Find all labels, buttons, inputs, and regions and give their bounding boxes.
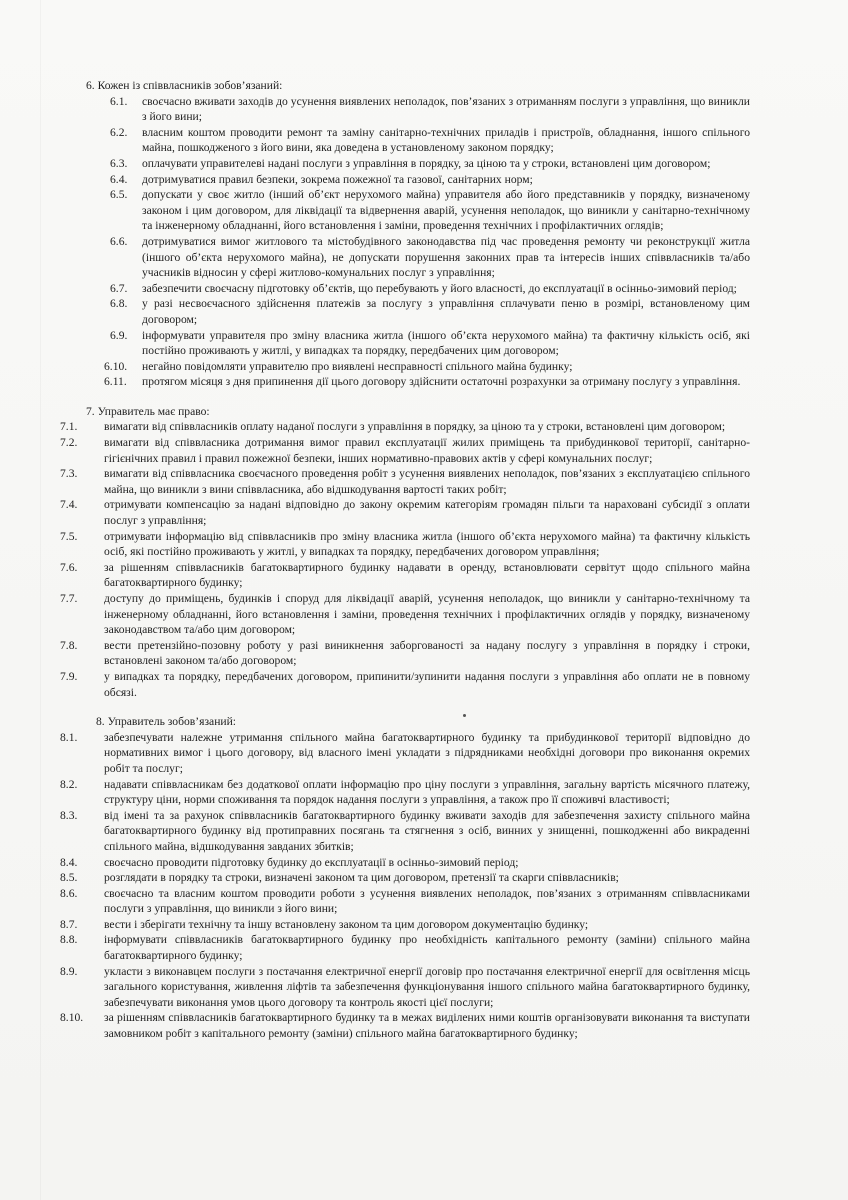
clause-text: за рішенням співвласників багатоквартирного будинку надавати в оренду, встановлювати сервітут щодо спільного майна багатоквартирного будинку; — [104, 560, 750, 590]
clause-text: вести претензійно-позовну роботу у разі виникнення заборгованості за надану послугу з управління в порядку і строки, встановлені законом та/або договором; — [104, 638, 750, 668]
clause-item — [60, 730, 750, 777]
clause-item — [60, 917, 750, 933]
clause-text: надавати співвласникам без додаткової оплати інформацію про ціну послуги з управління, загальну вартість місячного платежу, структуру ціни, норми споживання та порядок надання послуги з управління, а також про її споживчі властивості; — [104, 777, 750, 807]
clause-item — [60, 281, 750, 297]
clause-number: 7.8. — [60, 638, 78, 652]
clause-item — [60, 638, 750, 669]
clause-item — [60, 435, 750, 466]
clause-item — [60, 855, 750, 871]
clause-text: вимагати від співвласника своєчасного проведення робіт з усунення виявлених неполадок, пов’язаних з експлуатацією спільного майна, що виникли з вини співвласника, або відшкодування вартості таких робіт; — [104, 467, 750, 496]
clause-number: 7.3. — [60, 467, 78, 481]
clause-number: 6.9. — [110, 328, 128, 342]
clause-text: своєчасно проводити підготовку будинку до експлуатації в осінньо-зимовий період; — [104, 855, 519, 869]
clause-number: 8.5. — [60, 871, 78, 885]
clause-text: у випадках та порядку, передбачених договором, припинити/зупинити надання послуги з управління або оплати не в повному обсязі. — [104, 669, 750, 699]
clause-item — [60, 374, 750, 390]
clause-number: 6.5. — [110, 188, 128, 202]
clause-item — [60, 497, 750, 528]
clause-text: дотримуватися вимог житлового та містобудівного законодавства під час проведення ремонту чи реконструкції житла (іншого об’єкта нерухомого майна), не допускати порушення законних прав та інтересів інших співвласників та/або учасників відносин у сфері житлово-комунальних послуг з управління; — [142, 234, 750, 280]
clause-text: інформувати управителя про зміну власника житла (іншого об’єкта нерухомого майна) та фактичну кількість осіб, які постійно проживають у житлі, у випадках та порядку, передбачених цим договором; — [142, 328, 750, 358]
clause-item — [60, 932, 750, 963]
section-7-items — [60, 419, 750, 700]
clause-number: 8.6. — [60, 886, 78, 900]
clause-number: 6.7. — [110, 281, 128, 295]
section-8-items — [60, 730, 750, 1042]
clause-number: 6.11. — [104, 375, 127, 389]
clause-item — [60, 529, 750, 560]
clause-number: 7.7. — [60, 592, 78, 605]
section-8 — [60, 714, 750, 1041]
clause-text: за рішенням співвласників багатоквартирного будинку та в межах виділених ними коштів організовувати виконання та виступати замовником робіт з капітального ремонту (заміни) спільного майна багатоквартирного будинку; — [104, 1011, 750, 1041]
clause-item — [60, 94, 750, 125]
section-7 — [60, 404, 750, 700]
clause-number: 7.5. — [60, 529, 78, 543]
clause-number: 8.3. — [60, 808, 78, 822]
clause-number: 8.10. — [60, 1011, 84, 1025]
clause-item — [60, 172, 750, 188]
clause-text: своєчасно та власним коштом проводити роботи з усунення виявлених неполадок, пов’язаних з отриманням співвласниками послуги з управління, що виникли з його вини; — [104, 886, 750, 916]
clause-text: розглядати в порядку та строки, визначені законом та цим договором, претензії та скарги співвласників; — [104, 871, 619, 885]
clause-text: оплачувати управителеві надані послуги з управління в порядку, за ціною та у строки, встановлені цим договором; — [142, 156, 711, 170]
clause-number: 6.6. — [110, 234, 128, 248]
clause-number: 6.4. — [110, 172, 128, 186]
section-6-items — [60, 94, 750, 390]
clause-text: своєчасно вживати заходів до усунення виявлених неполадок, пов’язаних з отриманням послуги з управління, що виникли з його вини; — [142, 94, 750, 124]
clause-item — [60, 777, 750, 808]
clause-number: 7.2. — [60, 436, 78, 450]
clause-text: отримувати інформацію від співвласників про зміну власника житла (іншого об’єкта нерухомого майна) та фактичну кількість осіб, які постійно проживають у житлі, у випадках та порядку, передбачених договором управління; — [104, 529, 750, 559]
clause-text: допускати у своє житло (інший об’єкт нерухомого майна) управителя або його представників у порядку, визначеному законом і цим договором, для ліквідації та відвернення аварій, усунення неполадок, що виникли у санітарно-технічному та інженерному обладнанні, його встановлення і заміни, проведення технічних і профілактичних оглядів; — [142, 188, 750, 233]
clause-item — [60, 1010, 750, 1041]
clause-text: забезпечувати належне утримання спільного майна багатоквартирного будинку та прибудинкової території відповідно до нормативних вимог і цього договору, від власного імені укладати з підрядниками необхідні договори про виконання окремих робіт та послуг; — [104, 730, 750, 775]
clause-text: протягом місяця з дня припинення дії цього договору здійснити остаточні розрахунки за отриману послугу з управління. — [142, 375, 741, 389]
section-6-heading: 6. Кожен із співвласників зобов’язаний: — [86, 79, 283, 92]
clause-number: 7.6. — [60, 560, 78, 574]
clause-number: 7.1. — [60, 420, 78, 434]
clause-item — [60, 187, 750, 234]
clause-number: 8.9. — [60, 964, 78, 978]
clause-number: 6.1. — [110, 94, 128, 108]
clause-text: отримувати компенсацію за надані відповідно до закону окремим категоріям громадян пільги та нараховані субсидії з оплати послуг з управління; — [104, 498, 750, 528]
clause-number: 6.3. — [110, 156, 128, 170]
clause-text: дотримуватися правил безпеки, зокрема пожежної та газової, санітарних норм; — [142, 172, 533, 186]
clause-item — [60, 296, 750, 327]
clause-text: укласти з виконавцем послуги з постачання електричної енергії договір про постачання електричної енергії для освітлення місць загального користування, живлення ліфтів та забезпечення функціонування іншого спільного майна багатоквартирного будинку, забезпечувати виконання умов цього договору та контроль якості цієї послуги; — [104, 964, 750, 1009]
clause-text: власним коштом проводити ремонт та заміну санітарно-технічних приладів і пристроїв, обладнання, іншого спільного майна, пошкодженого з його вини, яка доведена в установленому законом порядку; — [142, 125, 750, 155]
clause-item — [60, 419, 750, 435]
section-6 — [60, 78, 750, 390]
clause-text: інформувати співвласників багатоквартирного будинку про необхідність капітального ремонту (заміни) спільного майна багатоквартирного будинку; — [104, 933, 750, 963]
clause-text: забезпечити своєчасну підготовку об’єктів, що перебувають у його власності, до експлуатації в осінньо-зимовий період; — [142, 281, 737, 295]
clause-number: 8.1. — [60, 730, 78, 744]
clause-number: 6.2. — [110, 125, 128, 139]
clause-text: вести і зберігати технічну та іншу встановлену законом та цим договором документацію будинку; — [104, 917, 589, 931]
clause-number: 8.4. — [60, 855, 78, 869]
clause-item — [60, 156, 750, 172]
clause-text: негайно повідомляти управителю про виявлені несправності спільного майна будинку; — [142, 359, 573, 373]
clause-number: 7.4. — [60, 498, 78, 512]
clause-item — [60, 466, 750, 497]
clause-number: 6.10. — [104, 359, 128, 373]
section-7-heading: 7. Управитель має право: — [86, 404, 210, 418]
scan-edge-shadow — [40, 0, 41, 1200]
clause-item — [60, 591, 750, 638]
contract-text — [60, 78, 750, 1048]
clause-item — [60, 870, 750, 886]
clause-number: 6.8. — [110, 297, 128, 311]
clause-item — [60, 886, 750, 917]
clause-item — [60, 669, 750, 700]
clause-item — [60, 328, 750, 359]
clause-item — [60, 125, 750, 156]
clause-number: 8.2. — [60, 777, 78, 791]
clause-text: у разі несвоєчасного здійснення платежів за послугу з управління сплачувати пеню в розмірі, встановленому цим договором; — [142, 297, 750, 326]
section-8-heading: 8. Управитель зобов’язаний: — [96, 715, 237, 729]
clause-number: 7.9. — [60, 669, 78, 683]
clause-item — [60, 234, 750, 281]
clause-text: вимагати від співвласників оплату наданої послуги з управління в порядку, за ціною та у строки, встановлені цим договором; — [104, 420, 726, 434]
clause-item — [60, 808, 750, 855]
clause-number: 8.7. — [60, 917, 78, 931]
clause-text: вимагати від співвласника дотримання вимог правил експлуатації жилих приміщень та прибудинкової території, санітарно-гігієнічних правил і правил пожежної безпеки, інших нормативно-правових актів у сфері комунальних послуг; — [104, 436, 750, 465]
clause-item — [60, 359, 750, 375]
clause-text: доступу до приміщень, будинків і споруд для ліквідації аварій, усунення неполадок, що виникли у санітарно-технічному та інженерному обладнанні, його встановлення і заміни, проведення технічних і профілактичних оглядів у порядку, визначеному законодавством та/або цим договором; — [104, 592, 750, 637]
clause-text: від імені та за рахунок співвласників багатоквартирного будинку вживати заходів для забезпечення захисту спільного майна багатоквартирного будинку від протиправних посягань та стягнення з осіб, винних у знищенні, пошкодженні або викраденні спільного майна, відшкодування завданих збитків; — [104, 808, 750, 853]
clause-item — [60, 560, 750, 591]
clause-item — [60, 964, 750, 1011]
clause-number: 8.8. — [60, 933, 78, 947]
